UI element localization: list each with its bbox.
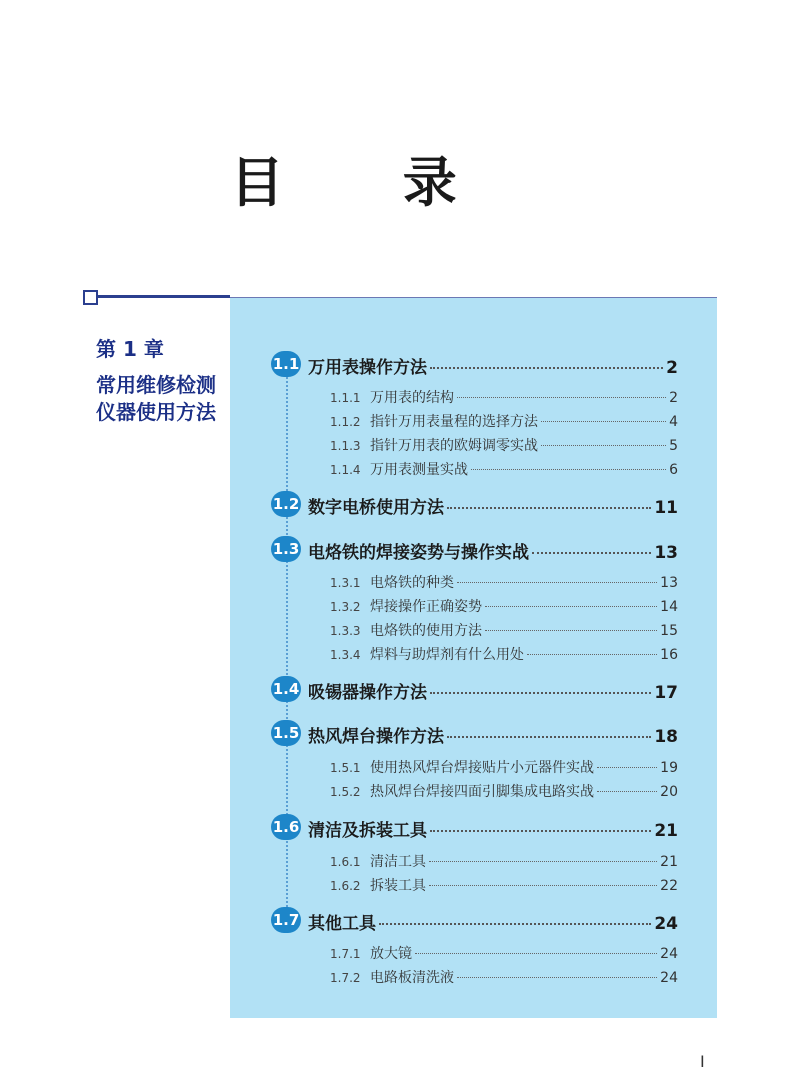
page-number: 19 [660,760,678,776]
toc-subsection[interactable] [330,411,678,431]
page-number: 11 [654,498,678,518]
subsection-number: 1.6.1 [330,855,361,869]
leader-dots [430,830,651,832]
page-number: 15 [660,623,678,639]
subsection-title: 热风焊台焊接四面引脚集成电路实战 [370,784,594,800]
section-title: 万用表操作方法 [308,358,427,378]
leader-dots [527,654,657,655]
page-number: 24 [654,914,678,934]
page-number: 4 [669,414,678,430]
subsection-number: 1.3.3 [330,624,361,638]
page-number: 13 [654,543,678,563]
toc-subsection[interactable] [330,387,678,407]
page-number: 6 [669,462,678,478]
page-number: 2 [666,358,678,378]
leader-dots [485,606,657,607]
subsection-number: 1.5.2 [330,785,361,799]
page-number: 13 [660,575,678,591]
heading-rule-box [83,290,98,305]
subsection-number: 1.1.3 [330,439,361,453]
page-number: 21 [660,854,678,870]
page-number: 16 [660,647,678,663]
section-title: 热风焊台操作方法 [308,727,444,747]
subsection-title: 使用热风焊台焊接贴片小元器件实战 [370,760,594,776]
toc-section-1-1[interactable] [308,353,678,378]
subsection-number: 1.3.1 [330,576,361,590]
subsection-number: 1.5.1 [330,761,361,775]
leader-dots [457,582,657,583]
toc-subsection[interactable] [330,875,678,895]
leader-dots [415,953,657,954]
toc-section-1-7[interactable] [308,909,678,934]
leader-dots [485,630,657,631]
subsection-title: 电烙铁的种类 [370,575,454,591]
leader-dots [430,367,663,369]
subsection-title: 指针万用表量程的选择方法 [370,414,538,430]
subsection-number: 1.1.2 [330,415,361,429]
section-title: 清洁及拆装工具 [308,821,427,841]
leader-dots [471,469,666,470]
subsection-number: 1.7.1 [330,947,361,961]
subsection-title: 电路板清洗液 [370,970,454,986]
toc-section-1-5[interactable] [308,722,678,747]
leader-dots [597,767,657,768]
toc-section-1-6[interactable] [308,816,678,841]
page-number: 20 [660,784,678,800]
toc-section-1-4[interactable] [308,678,678,703]
toc-section-1-3[interactable] [308,538,678,563]
section-badge: 1.2 [271,491,301,517]
page-number: 24 [660,970,678,986]
subsection-title: 清洁工具 [370,854,426,870]
section-badge: 1.4 [271,676,301,702]
leader-dots [597,791,657,792]
toc-subsection[interactable] [330,644,678,664]
leader-dots [447,507,651,509]
toc-subsection[interactable] [330,620,678,640]
toc-subsection[interactable] [330,572,678,592]
toc-section-1-2[interactable] [308,493,678,518]
subsection-title: 焊料与助焊剂有什么用处 [370,647,524,663]
subsection-title: 拆装工具 [370,878,426,894]
leader-dots [379,923,651,925]
chapter-label: 第 1 章 [96,337,164,361]
leader-dots [457,397,666,398]
leader-dots [541,445,666,446]
toc-subsection[interactable] [330,459,678,479]
page-number: 22 [660,878,678,894]
leader-dots [447,736,651,738]
leader-dots [430,692,651,694]
toc-subsection[interactable] [330,596,678,616]
section-badge: 1.1 [271,351,301,377]
subsection-title: 焊接操作正确姿势 [370,599,482,615]
subsection-title: 电烙铁的使用方法 [370,623,482,639]
page-number: 17 [654,683,678,703]
subsection-number: 1.7.2 [330,971,361,985]
section-title: 电烙铁的焊接姿势与操作实战 [308,543,529,563]
leader-dots [541,421,666,422]
page-number: 14 [660,599,678,615]
section-title: 吸锡器操作方法 [308,683,427,703]
section-badge: 1.6 [271,814,301,840]
subsection-number: 1.6.2 [330,879,361,893]
chapter-title: 常用维修检测仪器使用方法 [96,373,216,424]
page-number: 21 [654,821,678,841]
leader-dots [429,885,657,886]
section-badge: 1.5 [271,720,301,746]
subsection-number: 1.3.4 [330,648,361,662]
section-badge: 1.7 [271,907,301,933]
section-badge: 1.3 [271,536,301,562]
toc-subsection[interactable] [330,943,678,963]
toc-subsection[interactable] [330,851,678,871]
page-number: 2 [669,390,678,406]
toc-subsection[interactable] [330,967,678,987]
subsection-number: 1.1.4 [330,463,361,477]
folio: I [700,1052,705,1071]
page-number: 24 [660,946,678,962]
subsection-number: 1.3.2 [330,600,361,614]
leader-dots [457,977,657,978]
section-title: 其他工具 [308,914,376,934]
page-number: 5 [669,438,678,454]
subsection-title: 指针万用表的欧姆调零实战 [370,438,538,454]
leader-dots [532,552,651,554]
subsection-title: 放大镜 [370,946,412,962]
toc-subsection[interactable] [330,757,678,777]
page-number: 18 [654,727,678,747]
section-title: 数字电桥使用方法 [308,498,444,518]
subsection-title: 万用表测量实战 [370,462,468,478]
toc-subsection[interactable] [330,781,678,801]
subsection-number: 1.1.1 [330,391,361,405]
subsection-title: 万用表的结构 [370,390,454,406]
page-title: 目 录 [230,151,507,214]
toc-subsection[interactable] [330,435,678,455]
leader-dots [429,861,657,862]
heading-rule-thick [98,295,230,298]
